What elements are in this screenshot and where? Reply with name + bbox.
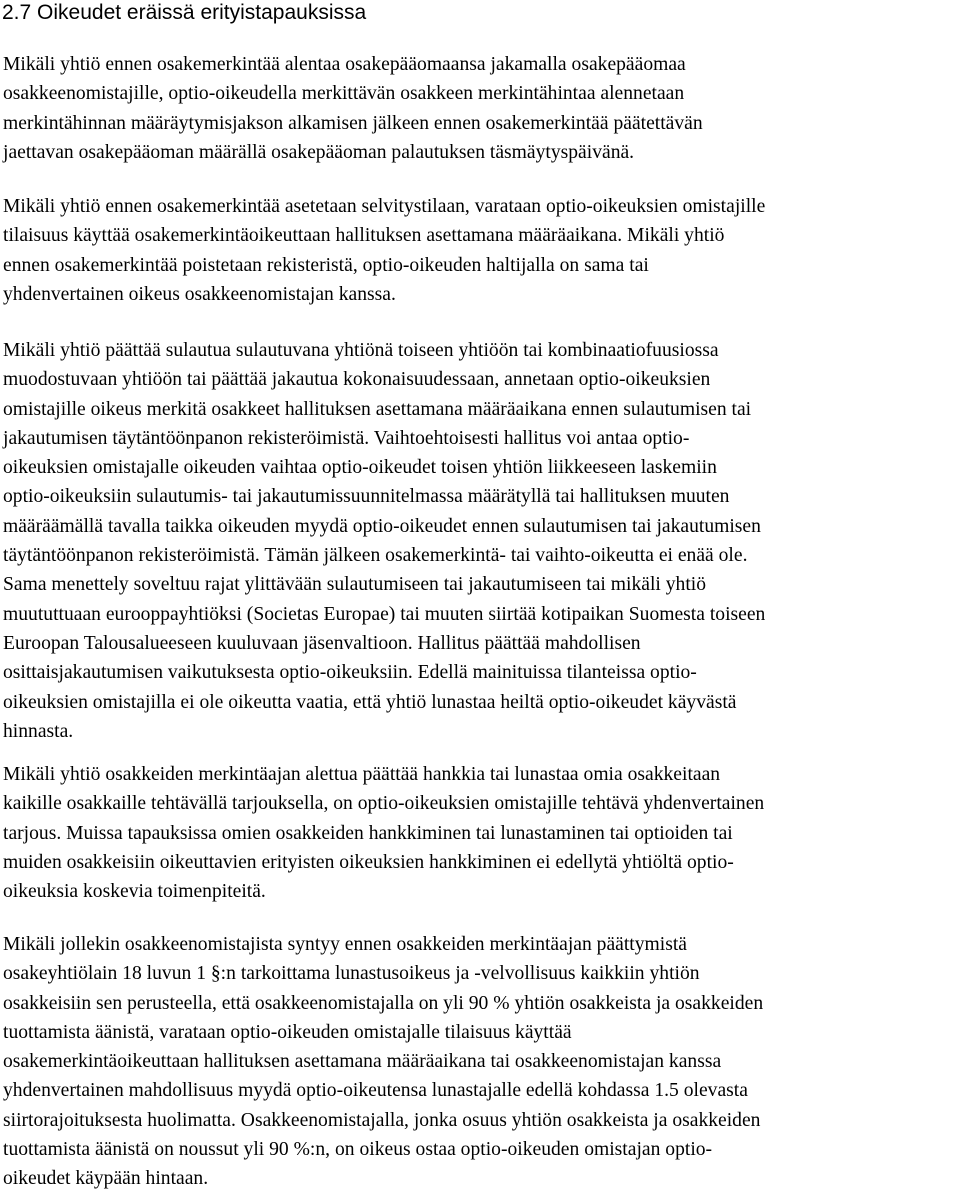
text-line: osakkeenomistajille, optio-oikeudella merkittävän osakkeen merkintähintaa alennetaan: [3, 83, 685, 105]
text-line: Mikäli jollekin osakkeenomistajista syntyy ennen osakkeiden merkintäajan päättymistä: [3, 934, 687, 955]
text-line: optio-oikeuksiin sulautumis- tai jakautumissuunnitelmassa määrätyllä tai hallituksen muuten: [3, 486, 730, 508]
text-line: osakkeisiin sen perusteella, että osakkeenomistajalla on yli 90 % yhtiön osakkeista ja osakkeiden: [3, 992, 764, 1014]
text-line: määräämällä tavalla taikka oikeuden myydä optio-oikeudet ennen sulautumisen tai jakautumisen: [3, 515, 761, 537]
text-line: Sama menettely soveltuu rajat ylittävään sulautumiseen tai jakautumiseen tai mikäli yhtiö: [3, 574, 707, 596]
text-line: ennen osakemerkintää poistetaan rekisteristä, optio-oikeuden haltijalla on sama tai: [3, 254, 649, 276]
text-line: tarjous. Muissa tapauksissa omien osakkeiden hankkiminen tai lunastaminen tai optioiden tai: [3, 822, 733, 844]
text-line: siirtorajoituksesta huolimatta. Osakkeenomistajalla, jonka osuus yhtiön osakkeista ja osakkeiden: [3, 1109, 761, 1131]
text-line: yhdenvertainen oikeus osakkeenomistajan kanssa.: [3, 283, 396, 305]
paragraph-own-shares: [3, 760, 958, 906]
text-line: oikeuksien omistajalle oikeuden vaihtaa optio-oikeudet toisen yhtiön liikkeeseen laskemiin: [3, 457, 717, 479]
text-line: tilaisuus käyttää osakemerkintäoikeuttaan hallituksen asettamana määräaikana. Mikäli yhtiö: [3, 225, 725, 247]
text-line: muodostuvaan yhtiöön tai päättää jakautua kokonaisuudessaan, annetaan optio-oikeuksien: [3, 369, 711, 391]
text-line: osittaisjakautumisen vaikutuksesta optio-oikeuksiin. Edellä mainituissa tilanteissa optio-: [3, 662, 697, 684]
text-line: oikeudet käypään hintaan.: [3, 1168, 209, 1190]
text-line: omistajille oikeus merkitä osakkeet hallituksen asettamana määräaikana ennen sulautumisen tai: [3, 398, 752, 420]
text-line: jakautumisen täytäntöönpanon rekisteröimistä. Vaihtoehtoisesti hallitus voi antaa optio-: [3, 427, 690, 449]
text-line: oikeuksia koskevia toimenpiteitä.: [3, 881, 266, 903]
text-line: Mikäli yhtiö osakkeiden merkintäajan alettua päättää hankkia tai lunastaa omia osakkeitaan: [3, 764, 721, 785]
paragraph-liquidation: [3, 192, 958, 309]
paragraph-redemption-right: [3, 930, 958, 1194]
text-line: tuottamista äänistä on noussut yli 90 %:n, on oikeus ostaa optio-oikeuden omistajan optio-: [3, 1139, 713, 1161]
text-line: täytäntöönpanon rekisteröimistä. Tämän jälkeen osakemerkintä- tai vaihto-oikeutta ei enää ole.: [3, 545, 748, 567]
section-heading: 2.7 Oikeudet eräissä erityistapauksissa: [2, 1, 367, 24]
paragraph-capital-reduction: [3, 50, 958, 167]
text-line: Mikäli yhtiö ennen osakemerkintää asetetaan selvitystilaan, varataan optio-oikeuksien omistajille: [3, 196, 766, 217]
text-line: kaikille osakkaille tehtävällä tarjouksella, on optio-oikeuksien omistajille tehtävä yhdenvertainen: [3, 793, 765, 815]
text-line: yhdenvertainen mahdollisuus myydä optio-oikeutensa lunastajalle edellä kohdassa 1.5 olevasta: [3, 1080, 748, 1102]
text-line: oikeuksien omistajilla ei ole oikeutta vaatia, että yhtiö lunastaa heiltä optio-oikeudet käyvästä: [3, 691, 737, 713]
text-line: jaettavan osakepääoman määrällä osakepääoman palautuksen täsmäytyspäivänä.: [3, 141, 635, 163]
text-line: Mikäli yhtiö päättää sulautua sulautuvana yhtiönä toiseen yhtiöön tai kombinaatiofuusiossa: [3, 340, 719, 361]
text-line: Mikäli yhtiö ennen osakemerkintää alentaa osakepääomaansa jakamalla osakepääomaa: [3, 54, 686, 75]
text-line: hinnasta.: [3, 720, 74, 742]
paragraph-merger-demerger: [3, 336, 958, 746]
text-line: merkintähinnan määräytymisjakson alkamisen jälkeen ennen osakemerkintää päätettävän: [3, 112, 703, 134]
text-line: Euroopan Talousalueeseen kuuluvaan jäsenvaltioon. Hallitus päättää mahdollisen: [3, 632, 641, 654]
text-line: tuottamista äänistä, varataan optio-oikeuden omistajalle tilaisuus käyttää: [3, 1021, 572, 1043]
text-line: muututtuaan eurooppayhtiöksi (Societas Europae) tai muuten siirtää kotipaikan Suomesta toiseen: [3, 603, 766, 625]
text-line: muiden osakkeisiin oikeuttavien erityisten oikeuksien hankkiminen ei edellytä yhtiöltä optio-: [3, 851, 734, 873]
text-line: osakemerkintäoikeuttaan hallituksen asettamana määräaikana tai osakkeenomistajan kanssa: [3, 1051, 722, 1073]
text-line: osakeyhtiölain 18 luvun 1 §:n tarkoittama lunastusoikeus ja -velvollisuus kaikkiin yhtiön: [3, 963, 700, 985]
